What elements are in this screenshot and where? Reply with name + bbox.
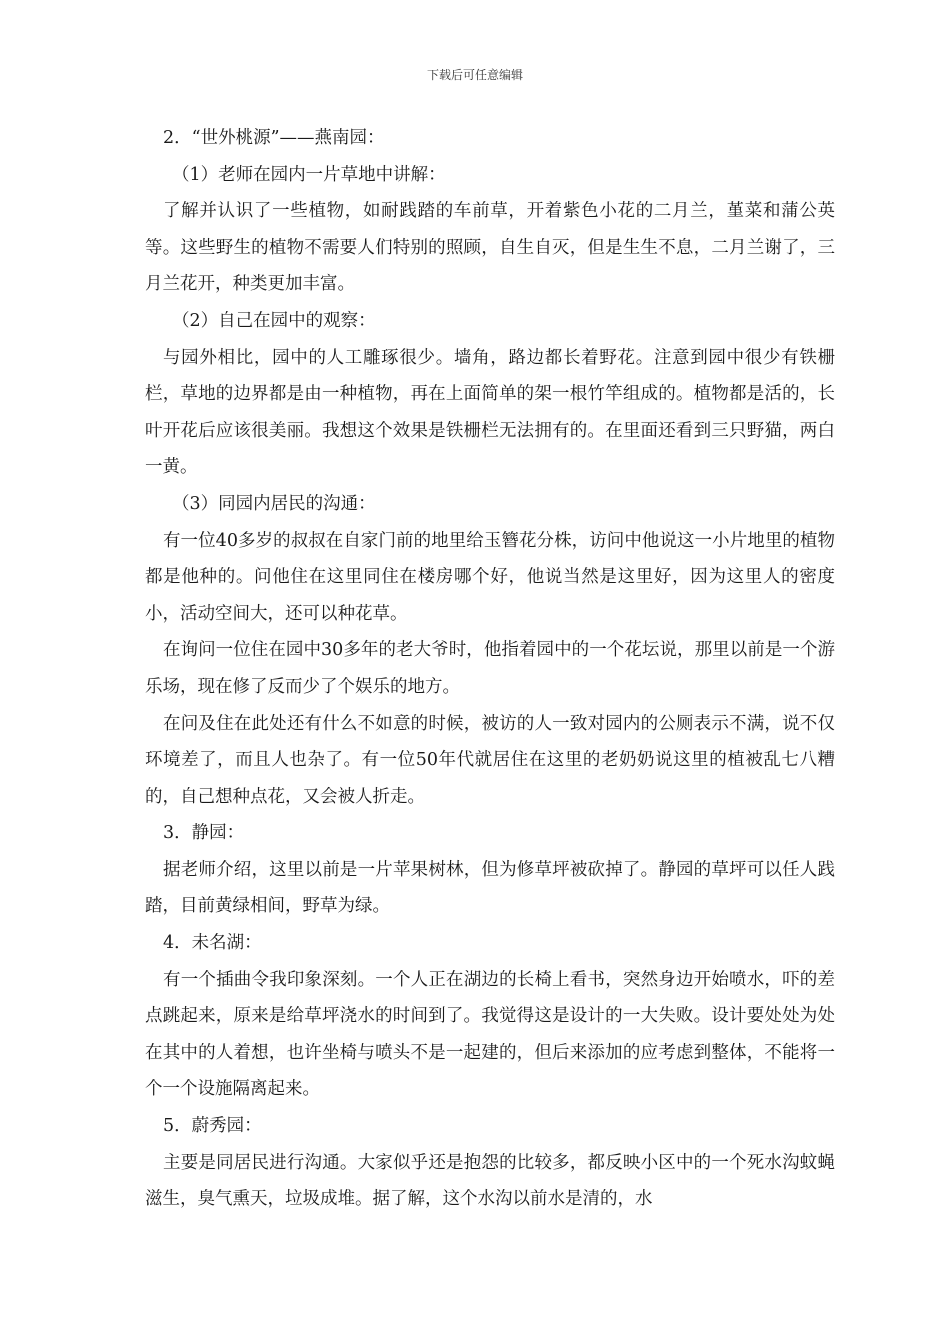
paragraph-jingyuan: 据老师介绍，这里以前是一片苹果树林，但为修草坪被砍掉了。静园的草坪可以任人践踏，目前黄绿相间，野草为绿。 [145, 859, 835, 917]
page-header: 下载后可任意编辑 [426, 68, 523, 82]
paragraph-uncle: 有一位40多岁的叔叔在自家门前的地里给玉簪花分株，访问中他说这一小片地里的植物都是他种的。问他住在这里同住在楼房哪个好，他说当然是这里好，因为这里人的密度小，活动空间大，还可以种花草。 [145, 530, 835, 624]
subsection-teacher-lecture: （1）老师在园内一片草地中讲解： [172, 164, 446, 185]
paragraph-weiming-lake: 有一个插曲令我印象深刻。一个人正在湖边的长椅上看书，突然身边开始喷水，吓的差点跳起来，原来是给草坪浇水的时间到了。我觉得这是设计的一大失败。设计要处处为处在其中的人着想，也许坐椅与喷头不是一起建的，但后来添加的应考虑到整体，不能将一个一个设施隔离起来。 [145, 969, 835, 1100]
paragraph-weixiu: 主要是同居民进行沟通。大家似乎还是抱怨的比较多，都反映小区中的一个死水沟蚊蝇滋生，臭气熏天，垃圾成堆。据了解，这个水沟以前水是清的，水 [145, 1152, 835, 1210]
paragraph-complaints: 在问及住在此处还有什么不如意的时候，被访的人一致对园内的公厕表示不满，说不仅环境差了，而且人也杂了。有一位50年代就居住在这里的老奶奶说这里的植被乱七八糟的，自己想种点花，又会被人折走。 [145, 713, 835, 807]
section-heading-jingyuan: 3．静园： [163, 823, 245, 844]
subsection-own-observation: （2）自己在园中的观察： [172, 310, 376, 331]
document-body [145, 120, 835, 1218]
paragraph-observation: 与园外相比，园中的人工雕琢很少。墙角，路边都长着野花。注意到园中很少有铁栅栏，草地的边界都是由一种植物，再在上面简单的架一根竹竿组成的。植物都是活的，长叶开花后应该很美丽。我想这个效果是铁栅栏无法拥有的。在里面还看到三只野猫，两白一黄。 [145, 347, 835, 478]
section-heading-weixiu: 5．蔚秀园： [163, 1116, 262, 1137]
paragraph-plants: 了解并认识了一些植物，如耐践踏的车前草，开着紫色小花的二月兰，堇菜和蒲公英等。这些野生的植物不需要人们特别的照顾，自生自灭，但是生生不息，二月兰谢了，三月兰花开，种类更加丰富。 [145, 201, 835, 295]
subsection-resident-talk: （3）同园内居民的沟通： [172, 493, 376, 514]
section-heading-yannan: 2．“世外桃源”——燕南园： [163, 128, 385, 148]
section-heading-weiming-lake: 4．未名湖： [163, 933, 262, 954]
paragraph-old-man: 在询问一位住在园中30多年的老大爷时，他指着园中的一个花坛说，那里以前是一个游乐场，现在修了反而少了个娱乐的地方。 [145, 640, 835, 697]
